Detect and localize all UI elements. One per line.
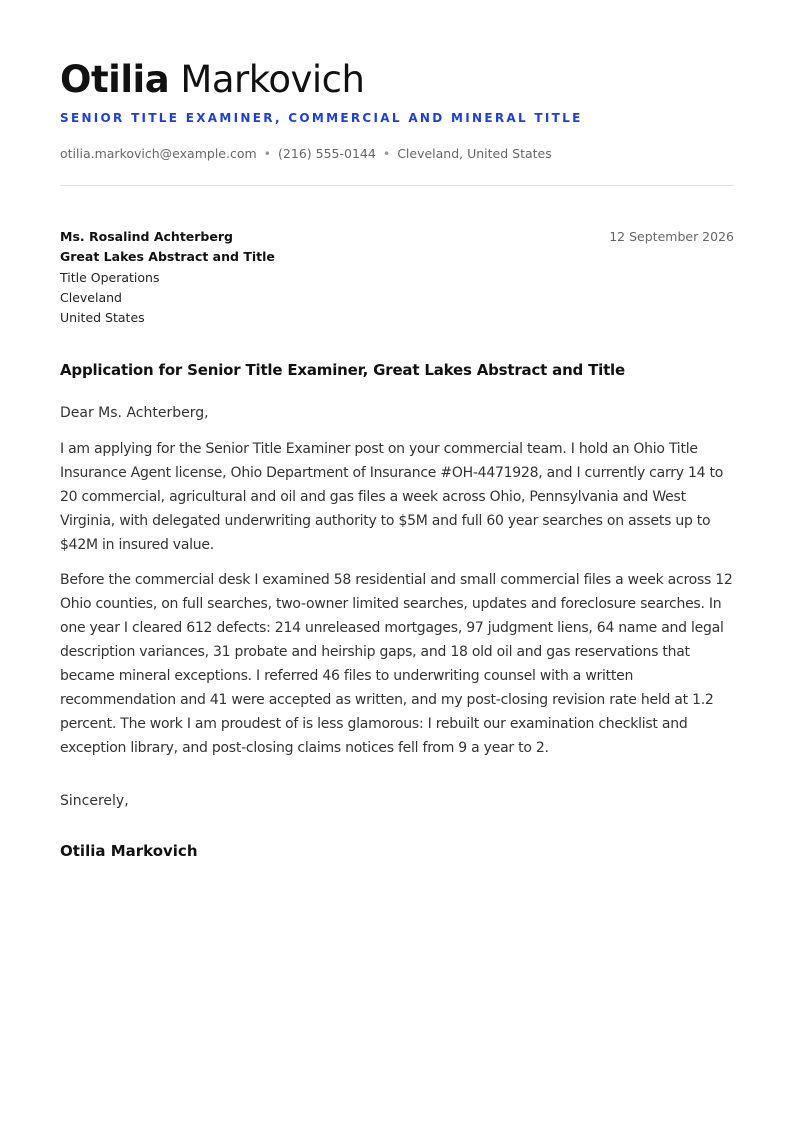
letter-signature: Otilia Markovich bbox=[60, 842, 198, 860]
letter-date: 12 September 2026 bbox=[609, 229, 734, 244]
letter-paragraph-2: Before the commercial desk I examined 58 residential and small commercial files a week across 12 Ohio counties, on full searches, two-owner limited searches, updates and foreclosure searches. In one year I cleared 612 defects: 214 unreleased mortgages, 97 judgment liens, 64 name and legal description variances, 31 probate and heirship gaps, and 18 old oil and gas reservations that became mineral exceptions. I referred 46 files to underwriting counsel with a written recommendation and 41 were accepted as written, and my post-closing revision rate held at 1.2 percent. The work I am proudest of is less glamorous: I rebuilt our examination checklist and exception library, and post-closing claims notices fell from 9 a year to 2. bbox=[60, 572, 733, 756]
contact-separator: • bbox=[382, 146, 391, 161]
recipient-company: Great Lakes Abstract and Title bbox=[60, 249, 275, 265]
recipient-block bbox=[60, 227, 275, 328]
contact-line bbox=[60, 146, 552, 161]
recipient-city: Cleveland bbox=[60, 289, 122, 305]
recipient-department: Title Operations bbox=[60, 269, 160, 285]
letter-greeting: Dear Ms. Achterberg, bbox=[60, 405, 209, 421]
letter-closing: Sincerely, bbox=[60, 793, 129, 809]
applicant-name bbox=[60, 58, 364, 102]
applicant-last-name: Markovich bbox=[180, 58, 365, 101]
recipient-country: United States bbox=[60, 310, 145, 326]
contact-separator: • bbox=[263, 146, 272, 161]
letter-paragraph-1: I am applying for the Senior Title Examiner post on your commercial team. I hold an Ohio Title Insurance Agent license, Ohio Department of Insurance #OH-4471928, and I currently carry 14 to 20 commercial, agricultural and oil and gas files a week across Ohio, Pennsylvania and West Virginia, with delegated underwriting authority to $5M and full 60 year searches on assets up to $42M in insured value. bbox=[60, 441, 724, 553]
letter-subject: Application for Senior Title Examiner, Great Lakes Abstract and Title bbox=[60, 361, 625, 379]
header-divider bbox=[60, 185, 734, 186]
applicant-first-name: Otilia bbox=[60, 58, 170, 101]
contact-email: otilia.markovich@example.com bbox=[60, 146, 257, 161]
applicant-job-title: SENIOR TITLE EXAMINER, COMMERCIAL AND MINERAL TITLE bbox=[60, 111, 583, 125]
contact-location: Cleveland, United States bbox=[397, 146, 552, 161]
contact-phone: (216) 555-0144 bbox=[278, 146, 376, 161]
recipient-name: Ms. Rosalind Achterberg bbox=[60, 229, 233, 244]
